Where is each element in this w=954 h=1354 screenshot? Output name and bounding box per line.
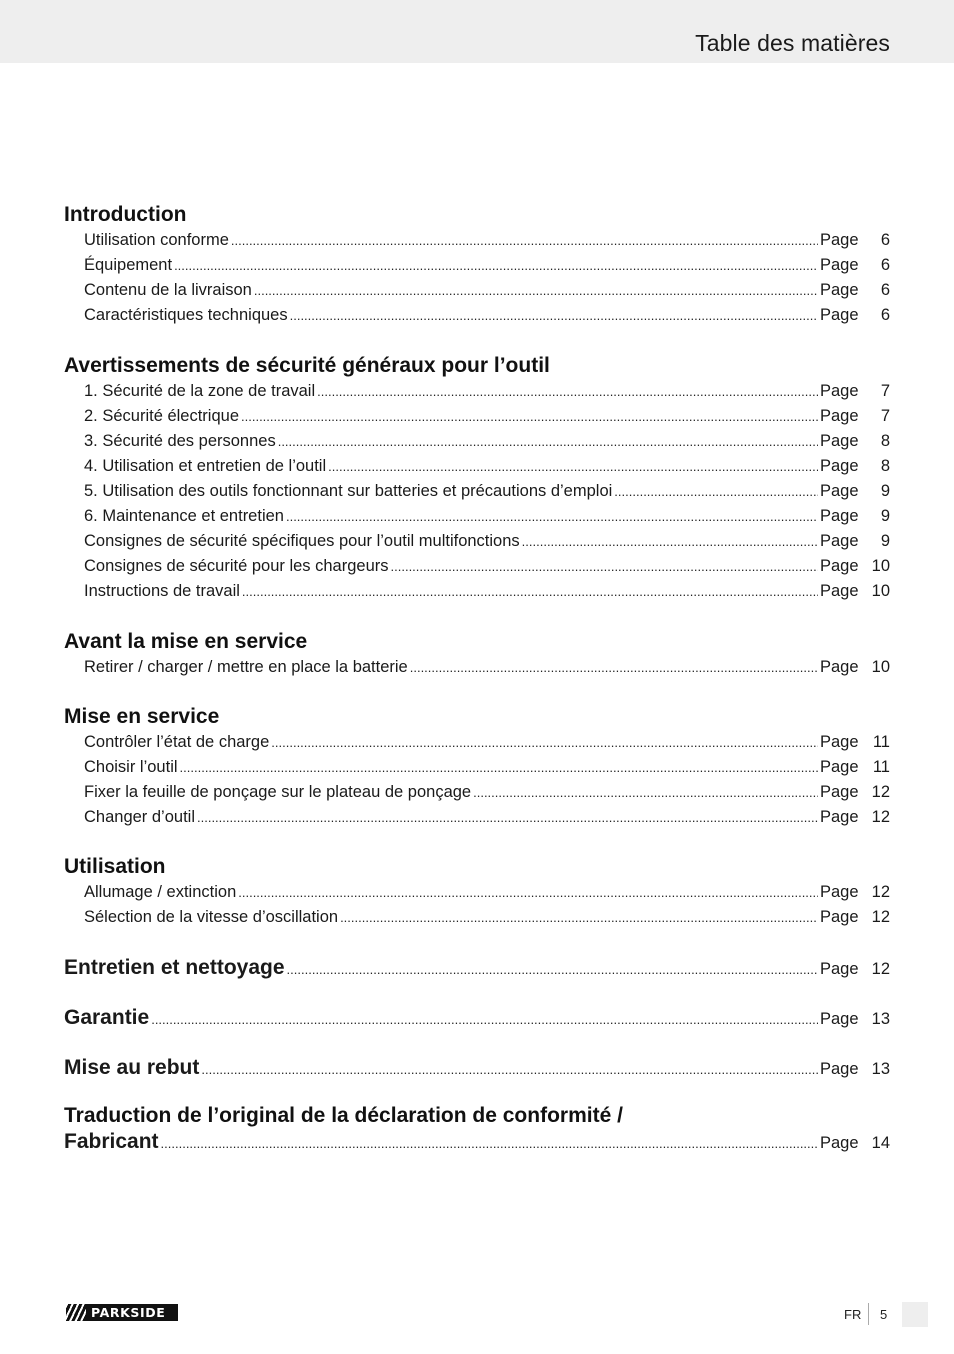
entry-label: 2. Sécurité électrique <box>84 407 240 425</box>
entry-label: Contenu de la livraison <box>84 281 252 299</box>
page-label: Page <box>820 231 859 249</box>
dot-leader <box>522 529 818 554</box>
toc-entry[interactable] <box>64 529 890 554</box>
page-number-ref: 10 <box>871 582 890 600</box>
page-number-ref: 12 <box>871 883 890 901</box>
entry-label: Fabricant <box>64 1130 159 1153</box>
toc-entry[interactable] <box>64 429 890 454</box>
dot-leader <box>328 454 818 479</box>
entry-label: 4. Utilisation et entretien de l’outil <box>84 457 327 475</box>
entry-label: Retirer / charger / mettre en place la batterie <box>84 658 408 676</box>
toc-heading-entry[interactable] <box>64 1005 890 1030</box>
entry-label: Consignes de sécurité spécifiques pour l’outil multifonctions <box>84 532 520 550</box>
toc-entry[interactable] <box>64 755 890 780</box>
entry-label: Fixer la feuille de ponçage sur le plateau de ponçage <box>84 783 472 801</box>
toc-entry[interactable] <box>64 905 890 930</box>
entry-label: 5. Utilisation des outils fonctionnant sur batteries et précautions d’emploi <box>84 482 613 500</box>
dot-leader <box>197 805 818 830</box>
footer-tab-marker <box>902 1302 928 1327</box>
page-label: Page <box>820 783 859 801</box>
dot-leader <box>151 1007 818 1032</box>
brand-name: PARKSIDE <box>91 1305 166 1320</box>
entry-label: Consignes de sécurité pour les chargeurs <box>84 557 389 575</box>
page-label: Page <box>820 758 859 776</box>
toc-entry[interactable] <box>64 479 890 504</box>
page-label: Page <box>820 457 859 475</box>
parkside-logo <box>66 1304 178 1321</box>
entry-label: Équipement <box>84 256 173 274</box>
section-heading[interactable]: Avertissements de sécurité généraux pour l’outil <box>64 354 550 377</box>
section-heading[interactable]: Introduction <box>64 203 187 226</box>
page-label: Page <box>820 582 859 600</box>
page-label: Page <box>820 532 859 550</box>
page-label: Page <box>820 557 859 575</box>
dot-leader <box>391 554 818 579</box>
entry-label: Instructions de travail <box>84 582 240 600</box>
dot-leader <box>473 780 818 805</box>
dot-leader <box>410 655 818 680</box>
page-title: Table des matières <box>695 30 890 56</box>
toc-entry[interactable] <box>64 780 890 805</box>
toc-section <box>64 1055 890 1080</box>
toc-entry[interactable] <box>64 379 890 404</box>
toc-entry[interactable] <box>64 253 890 278</box>
dot-leader <box>180 755 818 780</box>
dot-leader <box>290 303 818 328</box>
page-label: Page <box>820 407 859 425</box>
footer-divider <box>868 1303 869 1325</box>
toc-heading-entry[interactable] <box>64 955 890 980</box>
page-label: Page <box>820 960 859 978</box>
section-heading[interactable]: Mise en service <box>64 705 220 728</box>
toc-section <box>64 1103 890 1154</box>
page-number-ref: 7 <box>880 407 890 425</box>
entry-label: Contrôler l’état de charge <box>84 733 270 751</box>
toc-entry[interactable] <box>64 805 890 830</box>
toc-section <box>64 1005 890 1030</box>
toc-section <box>64 704 890 830</box>
page-number-ref: 8 <box>880 457 890 475</box>
toc-section <box>64 854 890 930</box>
page-number-ref: 12 <box>871 783 890 801</box>
page-number-ref: 11 <box>872 733 890 751</box>
page-number-ref: 6 <box>880 256 890 274</box>
page-number-ref: 12 <box>871 960 890 978</box>
page-number-ref: 13 <box>871 1060 890 1078</box>
dot-leader <box>278 429 818 454</box>
entry-label: Mise au rebut <box>64 1056 200 1079</box>
toc-entry[interactable] <box>64 404 890 429</box>
page-number-ref: 10 <box>871 658 890 676</box>
toc-section <box>64 202 890 328</box>
toc-section <box>64 629 890 680</box>
toc-entry[interactable] <box>64 303 890 328</box>
page-label: Page <box>820 808 859 826</box>
toc-entry[interactable] <box>64 730 890 755</box>
toc-entry[interactable] <box>64 228 890 253</box>
dot-leader <box>271 730 818 755</box>
toc-section <box>64 955 890 980</box>
entry-label: Utilisation conforme <box>84 231 229 249</box>
page-label: Page <box>820 281 859 299</box>
page-label: Page <box>820 432 859 450</box>
dot-leader <box>161 1131 818 1156</box>
page-label: Page <box>820 507 859 525</box>
toc-heading-entry[interactable] <box>64 1129 890 1154</box>
entry-label: 1. Sécurité de la zone de travail <box>84 382 316 400</box>
entry-label: Entretien et nettoyage <box>64 956 285 979</box>
toc-entry[interactable] <box>64 454 890 479</box>
toc-section <box>64 353 890 604</box>
toc-entry[interactable] <box>64 278 890 303</box>
dot-leader <box>201 1057 818 1082</box>
page-number-ref: 13 <box>871 1010 890 1028</box>
page-number-ref: 12 <box>871 808 890 826</box>
section-heading[interactable]: Traduction de l’original de la déclaration de conformité / <box>64 1104 623 1127</box>
toc-entry[interactable] <box>64 579 890 604</box>
toc-entry[interactable] <box>64 655 890 680</box>
page-label: Page <box>820 908 859 926</box>
dot-leader <box>286 504 818 529</box>
section-heading[interactable]: Avant la mise en service <box>64 630 308 653</box>
page-number-ref: 9 <box>880 482 890 500</box>
language-code: FR <box>844 1307 862 1322</box>
entry-label: Garantie <box>64 1006 150 1029</box>
page-label: Page <box>820 883 859 901</box>
toc-heading-entry[interactable] <box>64 1055 890 1080</box>
page-number-ref: 14 <box>871 1134 890 1152</box>
entry-label: Sélection de la vitesse d’oscillation <box>84 908 339 926</box>
page-number-ref: 6 <box>880 281 890 299</box>
entry-label: Allumage / extinction <box>84 883 237 901</box>
page-label: Page <box>820 1134 859 1152</box>
page-label: Page <box>820 1060 859 1078</box>
section-heading[interactable]: Utilisation <box>64 855 166 878</box>
toc-entry[interactable] <box>64 554 890 579</box>
dot-leader <box>614 479 818 504</box>
toc-entry[interactable] <box>64 880 890 905</box>
page-number: 5 <box>880 1307 888 1322</box>
page-number-ref: 12 <box>871 908 890 926</box>
dot-leader <box>242 579 818 604</box>
page-label: Page <box>820 382 859 400</box>
page-number-ref: 7 <box>880 382 890 400</box>
dot-leader <box>238 880 818 905</box>
page-number-ref: 6 <box>880 231 890 249</box>
page-number-ref: 9 <box>880 507 890 525</box>
dot-leader <box>254 278 818 303</box>
entry-label: Caractéristiques techniques <box>84 306 288 324</box>
entry-label: 6. Maintenance et entretien <box>84 507 284 525</box>
dot-leader <box>231 228 818 253</box>
dot-leader <box>340 905 818 930</box>
page-number-ref: 8 <box>880 432 890 450</box>
entry-label: Choisir l’outil <box>84 758 178 776</box>
page-number-ref: 9 <box>880 532 890 550</box>
logo-stripes-icon <box>66 1304 86 1321</box>
page-label: Page <box>820 306 859 324</box>
dot-leader <box>317 379 818 404</box>
toc-entry[interactable] <box>64 504 890 529</box>
entry-label: 3. Sécurité des personnes <box>84 432 276 450</box>
page-label: Page <box>820 482 859 500</box>
page-label: Page <box>820 733 859 751</box>
page-label: Page <box>820 256 859 274</box>
page-label: Page <box>820 1010 859 1028</box>
dot-leader <box>174 253 818 278</box>
dot-leader <box>287 957 818 982</box>
page-number-ref: 10 <box>871 557 890 575</box>
page-number-ref: 11 <box>872 758 890 776</box>
page-label: Page <box>820 658 859 676</box>
dot-leader <box>241 404 818 429</box>
page-number-ref: 6 <box>880 306 890 324</box>
entry-label: Changer d’outil <box>84 808 195 826</box>
